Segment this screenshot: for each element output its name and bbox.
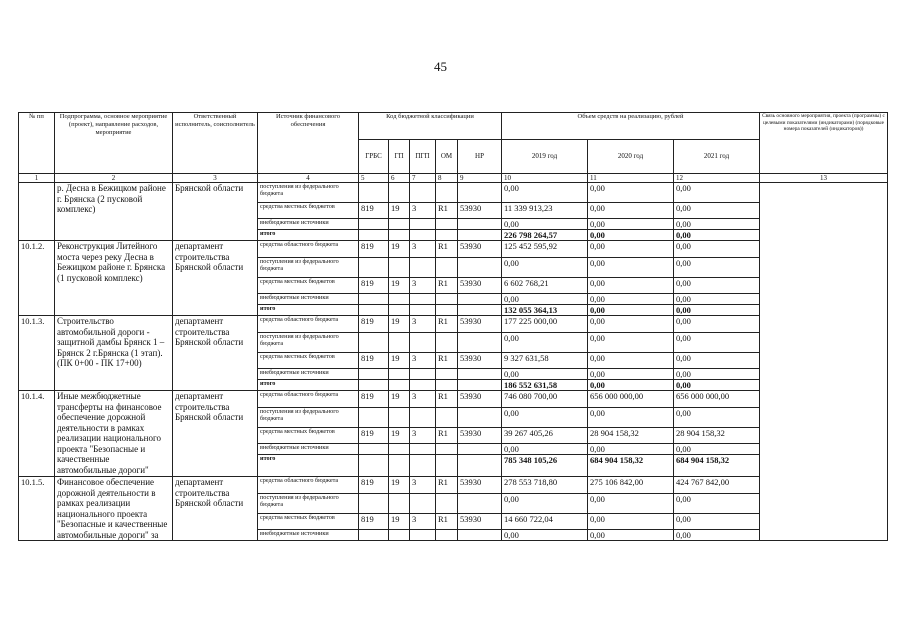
gp-code: 19 (389, 203, 410, 219)
col-number: 9 (458, 174, 502, 183)
amount-2020: 28 904 158,32 (588, 428, 674, 444)
row-number: 10.1.2. (19, 241, 55, 316)
measure-name: р. Десна в Бежицком районе г. Брянска (2 пусковой комплекс) (55, 183, 173, 241)
amount-2021: 0,00 (674, 183, 760, 203)
amount-2021: 0,00 (674, 230, 760, 241)
source-label: поступления из федерального бюджета (258, 258, 359, 278)
amount-2021: 0,00 (674, 444, 760, 455)
executor: департамент строительства Брянской области (173, 391, 258, 477)
grbs-code (359, 408, 389, 428)
amount-2019: 785 348 105,26 (502, 455, 588, 477)
grbs-code (359, 530, 389, 541)
col-header-source: Источник финансового обеспечения (258, 113, 359, 174)
grbs-code (359, 494, 389, 514)
amount-2020: 0,00 (588, 530, 674, 541)
amount-2021: 0,00 (674, 203, 760, 219)
amount-2021: 656 000 000,00 (674, 391, 760, 408)
amount-2020: 0,00 (588, 353, 674, 369)
source-label: внебюджетные источники (258, 369, 359, 380)
amount-2021: 0,00 (674, 316, 760, 333)
table-body (19, 174, 888, 541)
table-row (19, 391, 888, 408)
source-label: средства областного бюджета (258, 316, 359, 333)
amount-2020: 0,00 (588, 219, 674, 230)
grbs-code (359, 230, 389, 241)
om-code: R1 (436, 353, 458, 369)
amount-2020: 684 904 158,32 (588, 455, 674, 477)
source-label: итого (258, 305, 359, 316)
amount-2020: 0,00 (588, 241, 674, 258)
measure-name: Финансовое обеспечение дорожной деятельности в рамках реализации национального проекта "Безопасные и качественные автомобильные дороги" за (55, 477, 173, 541)
nr-code (458, 530, 502, 541)
page-number: 45 (434, 59, 447, 74)
amount-2019: 0,00 (502, 219, 588, 230)
col-number: 13 (760, 174, 888, 183)
om-code (436, 369, 458, 380)
source-label: средства областного бюджета (258, 391, 359, 408)
col-header-executor: Ответственный исполнитель, соисполнитель (173, 113, 258, 174)
om-code (436, 455, 458, 477)
grbs-code: 819 (359, 316, 389, 333)
source-label: внебюджетные источники (258, 530, 359, 541)
grbs-code: 819 (359, 391, 389, 408)
pgp-code: 3 (410, 316, 436, 333)
amount-2019: 186 552 631,58 (502, 380, 588, 391)
om-code (436, 444, 458, 455)
col-number: 12 (674, 174, 760, 183)
amount-2019: 39 267 405,26 (502, 428, 588, 444)
grbs-code (359, 333, 389, 353)
amount-2020: 0,00 (588, 494, 674, 514)
gp-code (389, 219, 410, 230)
table-row (19, 477, 888, 494)
source-label: средства местных бюджетов (258, 514, 359, 530)
sub-header-2021: 2021 год (674, 140, 760, 174)
col-number: 7 (410, 174, 436, 183)
sub-header-om: ОМ (436, 140, 458, 174)
grbs-code (359, 305, 389, 316)
amount-2019: 0,00 (502, 530, 588, 541)
amount-2019: 11 339 913,23 (502, 203, 588, 219)
om-code (436, 408, 458, 428)
grbs-code: 819 (359, 353, 389, 369)
pgp-code (410, 230, 436, 241)
nr-code (458, 369, 502, 380)
gp-code: 19 (389, 278, 410, 294)
source-label: поступления из федерального бюджета (258, 494, 359, 514)
gp-code (389, 230, 410, 241)
grbs-code (359, 455, 389, 477)
amount-2021: 0,00 (674, 530, 760, 541)
executor: департамент строительства Брянской области (173, 477, 258, 541)
pgp-code (410, 219, 436, 230)
sub-header-pgp: ПГП (410, 140, 436, 174)
om-code (436, 494, 458, 514)
nr-code (458, 333, 502, 353)
gp-code (389, 455, 410, 477)
source-label: итого (258, 455, 359, 477)
amount-2019: 6 602 768,21 (502, 278, 588, 294)
executor: департамент строительства Брянской области (173, 241, 258, 316)
grbs-code (359, 183, 389, 203)
om-code (436, 258, 458, 278)
table-row (19, 183, 888, 203)
amount-2021: 0,00 (674, 380, 760, 391)
gp-code: 19 (389, 428, 410, 444)
gp-code (389, 530, 410, 541)
col-number: 1 (19, 174, 55, 183)
om-code (436, 333, 458, 353)
col-number: 2 (55, 174, 173, 183)
nr-code: 53930 (458, 241, 502, 258)
source-label: средства областного бюджета (258, 241, 359, 258)
source-label: поступления из федерального бюджета (258, 333, 359, 353)
col-header-num: № пп (19, 113, 55, 174)
nr-code (458, 494, 502, 514)
amount-2019: 0,00 (502, 444, 588, 455)
amount-2021: 28 904 158,32 (674, 428, 760, 444)
row-number: 10.1.5. (19, 477, 55, 541)
gp-code: 19 (389, 241, 410, 258)
amount-2020: 0,00 (588, 408, 674, 428)
amount-2020: 656 000 000,00 (588, 391, 674, 408)
gp-code: 19 (389, 514, 410, 530)
pgp-code (410, 380, 436, 391)
sub-header-grbs: ГРБС (359, 140, 389, 174)
col-number: 3 (173, 174, 258, 183)
gp-code (389, 258, 410, 278)
pgp-code: 3 (410, 203, 436, 219)
om-code: R1 (436, 241, 458, 258)
nr-code (458, 258, 502, 278)
col-header-volume: Объем средств на реализацию, рублей (502, 113, 760, 140)
nr-code (458, 455, 502, 477)
grbs-code (359, 258, 389, 278)
amount-2021: 684 904 158,32 (674, 455, 760, 477)
pgp-code (410, 455, 436, 477)
nr-code: 53930 (458, 278, 502, 294)
table-header (19, 113, 888, 174)
amount-2021: 0,00 (674, 258, 760, 278)
amount-2019: 0,00 (502, 258, 588, 278)
om-code: R1 (436, 477, 458, 494)
pgp-code: 3 (410, 514, 436, 530)
pgp-code: 3 (410, 477, 436, 494)
measure-name: Иные межбюджетные трансферты на финансовое обеспечение дорожной деятельности в рамках реализации национального проекта "Безопасные и качественные автомобильные дороги" (55, 391, 173, 477)
pgp-code (410, 183, 436, 203)
om-code (436, 305, 458, 316)
col-number: 6 (389, 174, 410, 183)
om-code: R1 (436, 278, 458, 294)
col-number: 5 (359, 174, 389, 183)
amount-2020: 0,00 (588, 278, 674, 294)
amount-2019: 0,00 (502, 494, 588, 514)
grbs-code: 819 (359, 278, 389, 294)
source-label: средства областного бюджета (258, 477, 359, 494)
gp-code (389, 408, 410, 428)
nr-code (458, 444, 502, 455)
nr-code: 53930 (458, 203, 502, 219)
om-code: R1 (436, 428, 458, 444)
gp-code (389, 183, 410, 203)
amount-2019: 746 080 700,00 (502, 391, 588, 408)
nr-code: 53930 (458, 514, 502, 530)
amount-2020: 0,00 (588, 316, 674, 333)
col-number: 8 (436, 174, 458, 183)
om-code (436, 380, 458, 391)
amount-2020: 0,00 (588, 203, 674, 219)
sub-header-2019: 2019 год (502, 140, 588, 174)
amount-2021: 0,00 (674, 353, 760, 369)
pgp-code (410, 294, 436, 305)
grbs-code (359, 444, 389, 455)
amount-2021: 0,00 (674, 369, 760, 380)
source-label: внебюджетные источники (258, 219, 359, 230)
pgp-code: 3 (410, 428, 436, 444)
gp-code (389, 333, 410, 353)
pgp-code (410, 305, 436, 316)
pgp-code (410, 333, 436, 353)
amount-2019: 0,00 (502, 183, 588, 203)
om-code: R1 (436, 514, 458, 530)
source-label: средства местных бюджетов (258, 353, 359, 369)
source-label: средства местных бюджетов (258, 278, 359, 294)
om-code (436, 294, 458, 305)
pgp-code (410, 408, 436, 428)
om-code: R1 (436, 316, 458, 333)
amount-2020: 0,00 (588, 333, 674, 353)
row-number: 10.1.4. (19, 391, 55, 477)
pgp-code (410, 530, 436, 541)
sub-header-nr: НР (458, 140, 502, 174)
gp-code (389, 494, 410, 514)
pgp-code: 3 (410, 391, 436, 408)
pgp-code (410, 369, 436, 380)
amount-2021: 0,00 (674, 333, 760, 353)
grbs-code (359, 380, 389, 391)
gp-code (389, 294, 410, 305)
grbs-code: 819 (359, 514, 389, 530)
amount-2019: 0,00 (502, 294, 588, 305)
nr-code (458, 230, 502, 241)
source-label: внебюджетные источники (258, 294, 359, 305)
nr-code (458, 294, 502, 305)
col-header-code: Код бюджетной классификации (359, 113, 502, 140)
amount-2019: 14 660 722,04 (502, 514, 588, 530)
amount-2021: 0,00 (674, 514, 760, 530)
source-label: поступления из федерального бюджета (258, 183, 359, 203)
measure-name: Реконструкция Литейного моста через реку Десна в Бежицком районе г. Брянска (1 пусковой комплекс) (55, 241, 173, 316)
executor: департамент строительства Брянской области (173, 316, 258, 391)
col-header-link: Связь основного мероприятия, проекта (программы) с целевыми показателями (индикаторами) (порядковые номера показателей (индикаторов)) (760, 113, 888, 174)
gp-code: 19 (389, 353, 410, 369)
amount-2020: 0,00 (588, 183, 674, 203)
gp-code (389, 305, 410, 316)
amount-2021: 0,00 (674, 278, 760, 294)
amount-2019: 226 798 264,57 (502, 230, 588, 241)
budget-table (18, 112, 888, 541)
nr-code (458, 408, 502, 428)
gp-code: 19 (389, 391, 410, 408)
amount-2019: 0,00 (502, 408, 588, 428)
nr-code (458, 380, 502, 391)
amount-2021: 0,00 (674, 219, 760, 230)
grbs-code (359, 369, 389, 380)
pgp-code (410, 444, 436, 455)
grbs-code: 819 (359, 428, 389, 444)
row-number: 10.1.3. (19, 316, 55, 391)
grbs-code: 819 (359, 477, 389, 494)
nr-code: 53930 (458, 316, 502, 333)
amount-2021: 0,00 (674, 294, 760, 305)
amount-2020: 0,00 (588, 305, 674, 316)
om-code: R1 (436, 391, 458, 408)
table-row (19, 241, 888, 258)
source-label: итого (258, 380, 359, 391)
amount-2021: 0,00 (674, 494, 760, 514)
source-label: итого (258, 230, 359, 241)
grbs-code: 819 (359, 241, 389, 258)
amount-2021: 0,00 (674, 241, 760, 258)
amount-2021: 424 767 842,00 (674, 477, 760, 494)
amount-2019: 0,00 (502, 333, 588, 353)
amount-2020: 0,00 (588, 369, 674, 380)
col-number: 11 (588, 174, 674, 183)
grbs-code (359, 219, 389, 230)
col-number: 4 (258, 174, 359, 183)
sub-header-gp: ГП (389, 140, 410, 174)
amount-2020: 0,00 (588, 514, 674, 530)
amount-2020: 0,00 (588, 258, 674, 278)
amount-2020: 0,00 (588, 294, 674, 305)
gp-code: 19 (389, 316, 410, 333)
amount-2021: 0,00 (674, 408, 760, 428)
source-label: внебюджетные источники (258, 444, 359, 455)
om-code: R1 (436, 203, 458, 219)
amount-2020: 0,00 (588, 230, 674, 241)
pgp-code: 3 (410, 241, 436, 258)
gp-code (389, 380, 410, 391)
nr-code (458, 305, 502, 316)
source-label: средства местных бюджетов (258, 203, 359, 219)
col-header-program: Подпрограмма, основное мероприятие (проект), направление расходов, мероприятие (55, 113, 173, 174)
om-code (436, 183, 458, 203)
gp-code (389, 369, 410, 380)
nr-code: 53930 (458, 391, 502, 408)
table-row (19, 316, 888, 333)
executor: Брянской области (173, 183, 258, 241)
source-label: средства местных бюджетов (258, 428, 359, 444)
pgp-code: 3 (410, 278, 436, 294)
amount-2021: 0,00 (674, 305, 760, 316)
nr-code: 53930 (458, 353, 502, 369)
pgp-code: 3 (410, 353, 436, 369)
amount-2019: 125 452 595,92 (502, 241, 588, 258)
amount-2019: 177 225 000,00 (502, 316, 588, 333)
measure-name: Строительство автомобильной дороги - защитной дамбы Брянск 1 – Брянск 2 г.Брянска (1 этап). (ПК 0+00 - ПК 17+00) (55, 316, 173, 391)
amount-2020: 0,00 (588, 380, 674, 391)
amount-2020: 0,00 (588, 444, 674, 455)
col-number: 10 (502, 174, 588, 183)
amount-2019: 0,00 (502, 369, 588, 380)
amount-2019: 9 327 631,58 (502, 353, 588, 369)
sub-header-2020: 2020 год (588, 140, 674, 174)
pgp-code (410, 494, 436, 514)
nr-code (458, 183, 502, 203)
nr-code: 53930 (458, 428, 502, 444)
source-label: поступления из федерального бюджета (258, 408, 359, 428)
column-number-row (19, 174, 888, 183)
nr-code (458, 219, 502, 230)
grbs-code: 819 (359, 203, 389, 219)
gp-code: 19 (389, 477, 410, 494)
om-code (436, 219, 458, 230)
nr-code: 53930 (458, 477, 502, 494)
indicator-link (760, 183, 888, 541)
om-code (436, 530, 458, 541)
pgp-code (410, 258, 436, 278)
grbs-code (359, 294, 389, 305)
amount-2019: 132 055 364,13 (502, 305, 588, 316)
amount-2019: 278 553 718,80 (502, 477, 588, 494)
gp-code (389, 444, 410, 455)
row-number (19, 183, 55, 241)
amount-2020: 275 106 842,00 (588, 477, 674, 494)
om-code (436, 230, 458, 241)
